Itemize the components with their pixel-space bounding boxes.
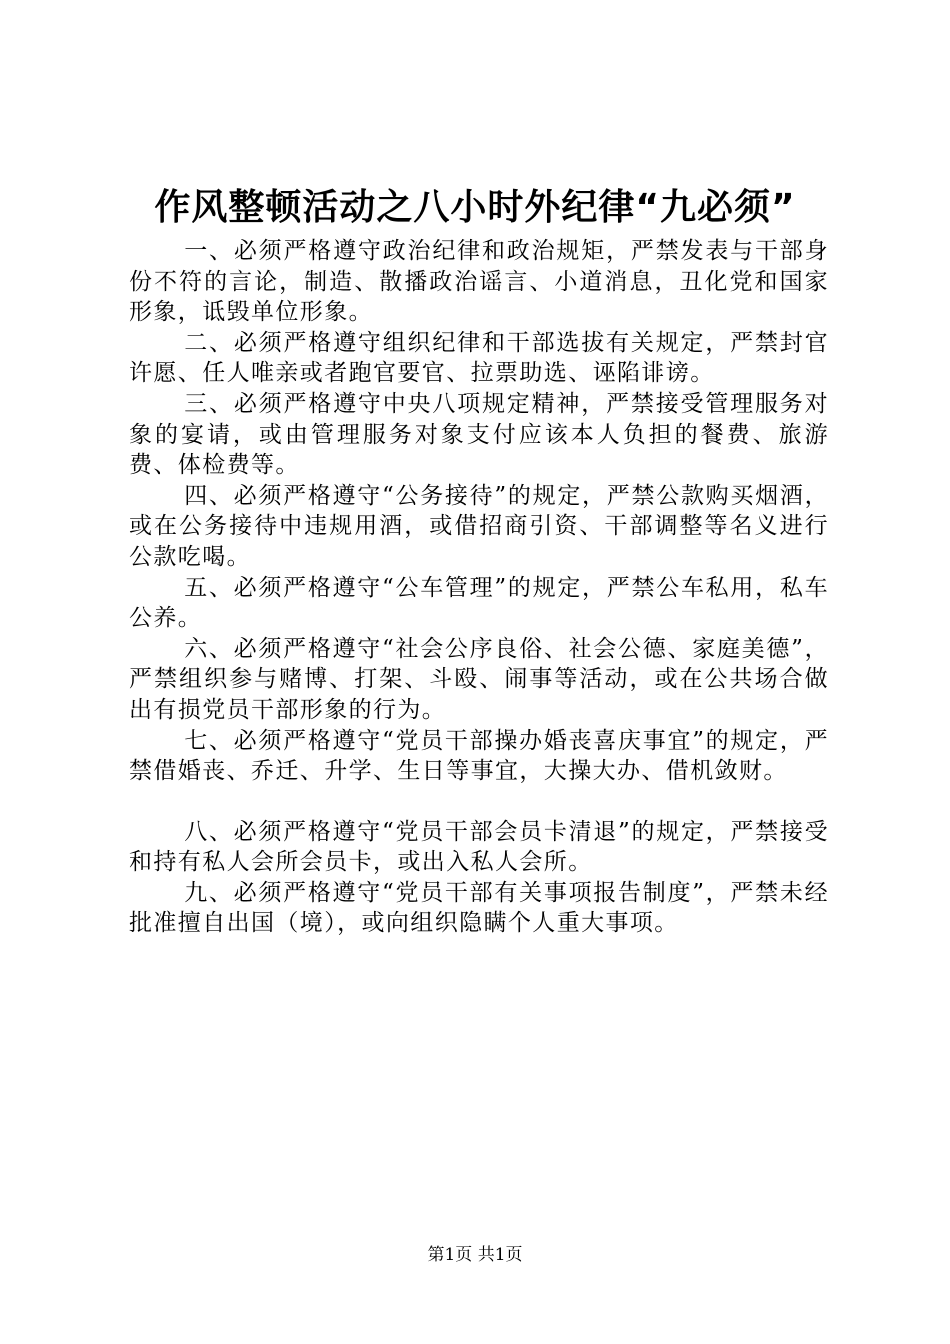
paragraph-8: 八、必须严格遵守“党员干部会员卡清退”的规定，严禁接受和持有私人会所会员卡，或出入私人会所。 <box>129 818 829 876</box>
document-body <box>129 236 829 939</box>
paragraph-6: 六、必须严格遵守“社会公序良俗、社会公德、家庭美德”，严禁组织参与赌博、打架、斗殴、闹事等活动，或在公共场合做出有损党员干部形象的行为。 <box>129 635 829 723</box>
paragraph-1: 一、必须严格遵守政治纪律和政治规矩，严禁发表与干部身份不符的言论，制造、散播政治谣言、小道消息，丑化党和国家形象，诋毁单位形象。 <box>129 238 829 326</box>
paragraph-9: 九、必须严格遵守“党员干部有关事项报告制度”，严禁未经批准擅自出国（境），或向组织隐瞒个人重大事项。 <box>129 879 829 937</box>
page-footer: 第1页 共1页 <box>427 1245 523 1265</box>
paragraph-7: 七、必须严格遵守“党员干部操办婚丧喜庆事宜”的规定，严禁借婚丧、乔迁、升学、生日等事宜，大操大办、借机敛财。 <box>129 727 829 785</box>
paragraph-4: 四、必须严格遵守“公务接待”的规定，严禁公款购买烟酒，或在公务接待中违规用酒，或借招商引资、干部调整等名义进行公款吃喝。 <box>129 482 829 570</box>
paragraph-3: 三、必须严格遵守中央八项规定精神，严禁接受管理服务对象的宴请，或由管理服务对象支付应该本人负担的餐费、旅游费、体检费等。 <box>129 390 829 479</box>
document-title: 作风整顿活动之八小时外纪律“九必须” <box>154 187 796 228</box>
paragraph-5: 五、必须严格遵守“公车管理”的规定，严禁公车私用，私车公养。 <box>129 574 829 632</box>
paragraph-2: 二、必须严格遵守组织纪律和干部选拔有关规定，严禁封官许愿、任人唯亲或者跑官要官、拉票助选、诬陷诽谤。 <box>129 329 829 387</box>
